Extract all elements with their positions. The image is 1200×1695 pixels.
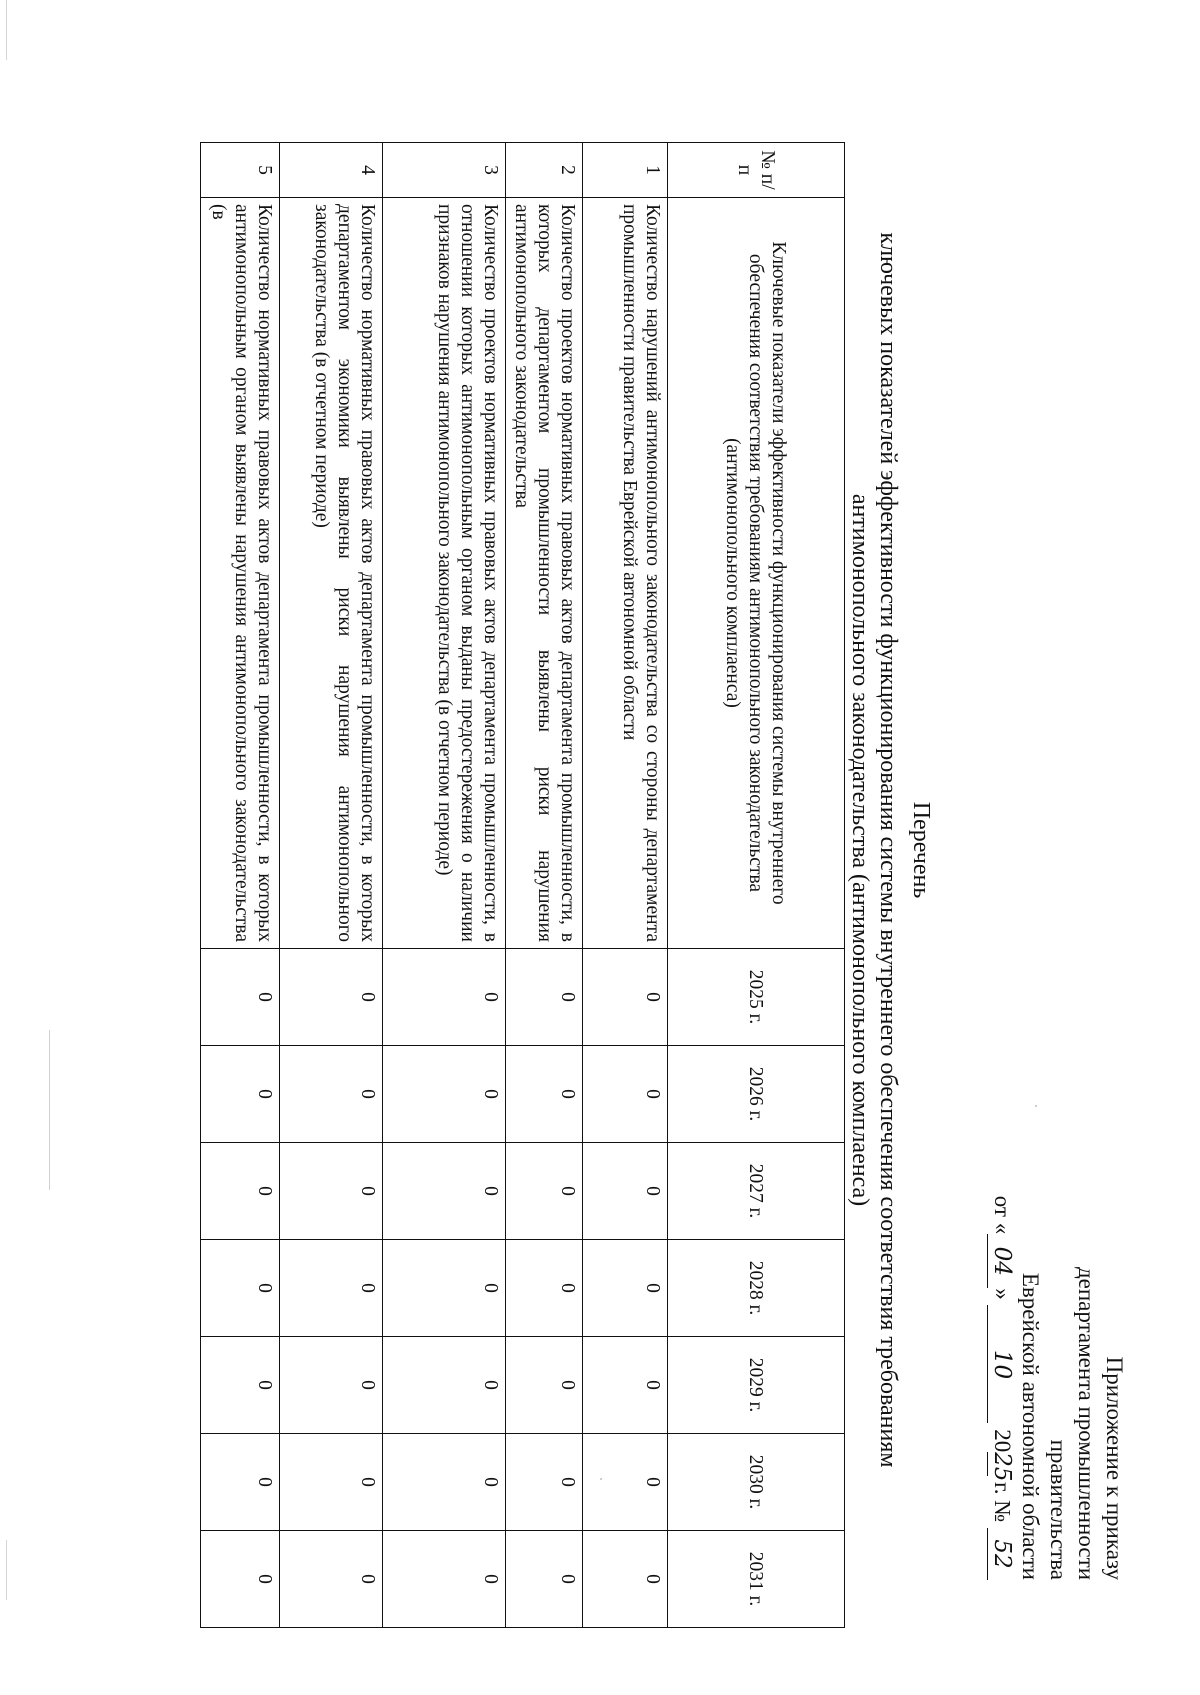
row-number: 4 bbox=[280, 143, 383, 198]
year-value: 0 bbox=[506, 1046, 583, 1143]
document-subtitle: ключевых показателей эффективности функционирования системы внутреннего обеспечения соответствия требованиям антимонопольного законодательства (антимонопольного комплаенса) bbox=[847, 232, 901, 1468]
header-indicator: Ключевые показатели эффективности функционирования системы внутреннего обеспечения соответствия требованиям антимонопольного законодательства (антимонопольного комплаенса) bbox=[668, 198, 845, 949]
year-value: 0 bbox=[583, 1337, 668, 1434]
year-value: 0 bbox=[583, 949, 668, 1046]
year-value: 0 bbox=[201, 1046, 280, 1143]
document-title: Перечень bbox=[908, 801, 934, 899]
row-number: 3 bbox=[383, 143, 506, 198]
year-value: 0 bbox=[280, 1434, 383, 1531]
year-value: 0 bbox=[583, 1240, 668, 1337]
year-value: 0 bbox=[280, 1337, 383, 1434]
year-value: 0 bbox=[383, 1434, 506, 1531]
year-value: 0 bbox=[506, 949, 583, 1046]
row-number: 2 bbox=[506, 143, 583, 198]
year-value: 0 bbox=[506, 1143, 583, 1240]
number-label: г. № bbox=[990, 1481, 1015, 1523]
indicator-text: Количество проектов нормативных правовых актов департамента промышленности, в отношении которых антимонопольным органом выданы предостережения о наличии признаков нарушения антимонопольного законодательства (в отчетном периоде) bbox=[383, 198, 506, 949]
year-value: 0 bbox=[201, 949, 280, 1046]
year-value: 0 bbox=[280, 1240, 383, 1337]
indicator-text: Количество нормативных правовых актов департамента промышленности, в которых департаментом экономики выявлены риски нарушения антимонопольного законодательства (в отчетном периоде) bbox=[280, 198, 383, 949]
header-year: 2031 г. bbox=[668, 1531, 845, 1628]
header-year: 2028 г. bbox=[668, 1240, 845, 1337]
handwritten-order-number: 52 bbox=[987, 1528, 1016, 1580]
appendix-line-1: Приложение к приказу bbox=[1102, 1356, 1127, 1580]
year-value: 0 bbox=[383, 949, 506, 1046]
year-value: 0 bbox=[280, 1531, 383, 1628]
header-year: 2030 г. bbox=[668, 1434, 845, 1531]
year-value: 0 bbox=[506, 1240, 583, 1337]
year-value: 0 bbox=[201, 1143, 280, 1240]
row-number: 1 bbox=[583, 143, 668, 198]
year-value: 0 bbox=[383, 1240, 506, 1337]
handwritten-year: 25 bbox=[989, 1452, 1015, 1482]
date-prefix: от « bbox=[990, 1195, 1015, 1235]
year-value: 0 bbox=[383, 1143, 506, 1240]
appendix-header bbox=[987, 1160, 1128, 1580]
header-year: 2029 г. bbox=[668, 1337, 845, 1434]
appendix-line-3: правительства bbox=[1046, 1439, 1071, 1580]
year-value: 0 bbox=[583, 1143, 668, 1240]
year-value: 0 bbox=[383, 1046, 506, 1143]
year-prefix: 20 bbox=[990, 1429, 1015, 1453]
handwritten-month: 10 bbox=[987, 1305, 1016, 1423]
indicator-text: Количество нарушений антимонопольного законодательства со стороны департамента промышленности правительства Еврейской автономной области bbox=[583, 198, 668, 949]
year-value: 0 bbox=[506, 1337, 583, 1434]
year-value: 0 bbox=[583, 1046, 668, 1143]
handwritten-day: 04 bbox=[987, 1234, 1016, 1288]
appendix-date-line bbox=[987, 1160, 1016, 1580]
year-value: 0 bbox=[201, 1240, 280, 1337]
year-value: 0 bbox=[280, 1046, 383, 1143]
table-header-row bbox=[668, 143, 845, 1628]
year-value: 0 bbox=[506, 1531, 583, 1628]
year-value: 0 bbox=[506, 1434, 583, 1531]
row-number: 5 bbox=[201, 143, 280, 198]
table-row bbox=[583, 143, 668, 1628]
header-year: 2027 г. bbox=[668, 1143, 845, 1240]
appendix-line-4: Еврейской автономной области bbox=[1018, 1272, 1043, 1580]
year-value: 0 bbox=[201, 1434, 280, 1531]
indicator-text: Количество нормативных правовых актов департамента промышленности, в которых антимонопольным органом выявлены нарушения антимонопольного законодательства (в bbox=[201, 198, 280, 949]
year-value: 0 bbox=[280, 949, 383, 1046]
date-quote-close: » bbox=[990, 1288, 1015, 1300]
year-value: 0 bbox=[383, 1531, 506, 1628]
indicators-table bbox=[200, 142, 845, 1628]
header-year: 2026 г. bbox=[668, 1046, 845, 1143]
year-value: 0 bbox=[201, 1337, 280, 1434]
appendix-line-2: департамента промышленности bbox=[1074, 1266, 1099, 1580]
table-row bbox=[506, 143, 583, 1628]
year-value: 0 bbox=[280, 1143, 383, 1240]
scan-artifact-line bbox=[49, 1030, 50, 1190]
table-row bbox=[201, 143, 280, 1628]
table-row bbox=[280, 143, 383, 1628]
year-value: 0 bbox=[201, 1531, 280, 1628]
header-number: № п/п bbox=[668, 143, 845, 198]
year-value: 0 bbox=[583, 1531, 668, 1628]
table-row bbox=[383, 143, 506, 1628]
indicator-text: Количество проектов нормативных правовых актов департамента промышленности, в которых департаментом промышленности выявлены риски нарушения антимонопольного законодательства bbox=[506, 198, 583, 949]
header-year: 2025 г. bbox=[668, 949, 845, 1046]
year-value: 0 bbox=[583, 1434, 668, 1531]
year-value: 0 bbox=[383, 1337, 506, 1434]
